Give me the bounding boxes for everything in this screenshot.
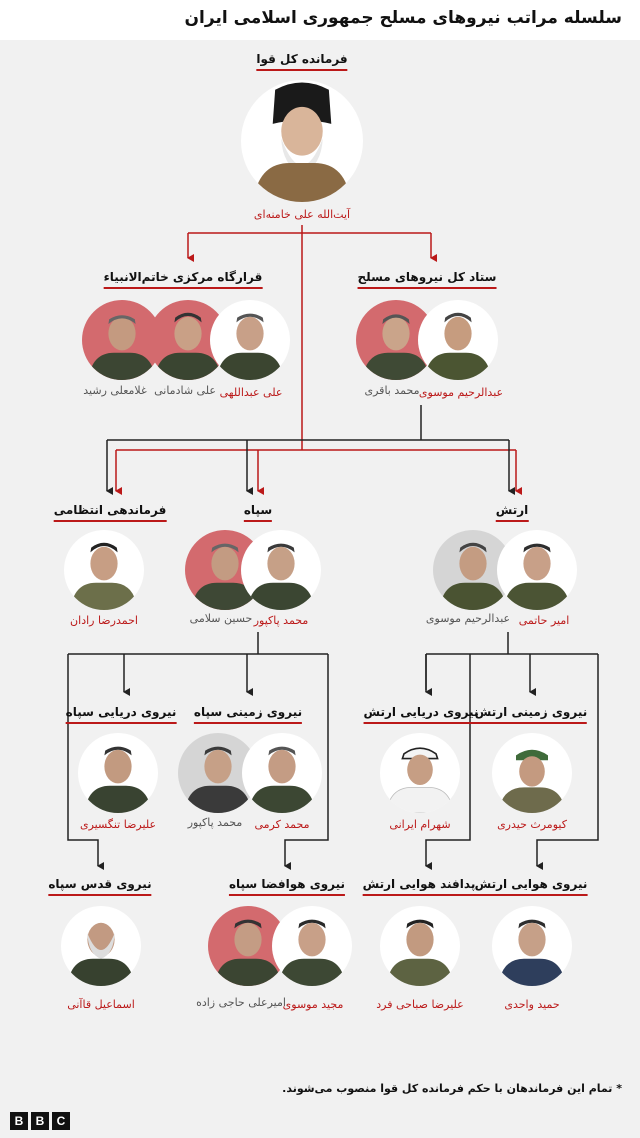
portrait-pakpour xyxy=(241,530,321,610)
heading-army-air: نیروی هوایی ارتش xyxy=(475,877,588,896)
heading-irgc-navy: نیروی دریایی سپاه xyxy=(66,705,177,724)
portrait-heydari xyxy=(492,733,572,813)
name-khatam-2: علی شادمانی xyxy=(154,384,216,397)
person-icon xyxy=(241,530,321,610)
portrait-khamenei xyxy=(241,80,363,202)
person-icon xyxy=(241,80,363,202)
page-title: سلسله مراتب نیروهای مسلح جمهوری اسلامی ایران xyxy=(184,8,622,28)
person-icon xyxy=(64,530,144,610)
name-general-staff-2: محمد باقری xyxy=(364,384,420,397)
portrait-qaani xyxy=(61,906,141,986)
portrait-mousavi-staff xyxy=(418,300,498,380)
person-icon xyxy=(492,906,572,986)
heading-army-ground: نیروی زمینی ارتش xyxy=(475,705,587,724)
person-icon xyxy=(272,906,352,986)
person-icon xyxy=(242,733,322,813)
name-irgc-ground-1: محمد کرمی xyxy=(254,818,310,831)
heading-irgc-aero: نیروی هوافضا سپاه xyxy=(229,877,345,896)
name-police-1: احمدرضا رادان xyxy=(70,614,138,627)
name-army-ground-1: کیومرث حیدری xyxy=(497,818,567,831)
heading-irgc-ground: نیروی زمینی سپاه xyxy=(194,705,302,724)
portrait-irani xyxy=(380,733,460,813)
person-icon xyxy=(380,906,460,986)
heading-air-defense: پدافند هوایی ارتش xyxy=(363,877,476,896)
portrait-karami xyxy=(242,733,322,813)
person-icon xyxy=(418,300,498,380)
name-army-navy-1: شهرام ایرانی xyxy=(389,818,451,831)
portrait-mousavi-aero xyxy=(272,906,352,986)
heading-irgc: سپاه xyxy=(244,503,272,522)
heading-khatam: قرارگاه مرکزی خاتم‌الانبیاء xyxy=(104,270,263,289)
portrait-sabahifard xyxy=(380,906,460,986)
person-icon xyxy=(61,906,141,986)
heading-army-navy: نیروی دریایی ارتش xyxy=(364,705,479,724)
portrait-abdollahi xyxy=(210,300,290,380)
name-irgc-2: حسین سلامی xyxy=(189,612,253,625)
bbc-logo-b1: B xyxy=(10,1112,28,1130)
person-icon xyxy=(210,300,290,380)
footnote: * تمام این فرماندهان با حکم فرمانده کل قوا منصوب می‌شوند. xyxy=(282,1082,622,1095)
person-icon xyxy=(78,733,158,813)
name-army-2: عبدالرحیم موسوی xyxy=(425,612,511,625)
name-irgc-aero-1: مجید موسوی xyxy=(282,998,344,1011)
portrait-hatami xyxy=(497,530,577,610)
heading-police: فرماندهی انتظامی xyxy=(54,503,167,522)
name-air-defense-1: علیرضا صباحی فرد xyxy=(376,998,464,1011)
name-army-air-1: حمید واحدی xyxy=(504,998,560,1011)
name-irgc-1: محمد پاکپور xyxy=(253,614,309,627)
portrait-tangsiri xyxy=(78,733,158,813)
person-icon xyxy=(497,530,577,610)
heading-commander: فرمانده کل قوا xyxy=(256,52,347,71)
name-irgc-ground-2: محمد پاکپور xyxy=(187,816,243,829)
person-icon xyxy=(492,733,572,813)
heading-quds: نیروی قدس سپاه xyxy=(48,877,151,896)
name-army-1: امیر حاتمی xyxy=(518,614,570,627)
bbc-logo-b2: B xyxy=(31,1112,49,1130)
heading-general-staff: ستاد کل نیروهای مسلح xyxy=(358,270,497,289)
name-general-staff-1: عبدالرحیم موسوی xyxy=(418,386,504,399)
heading-army: ارتش xyxy=(496,503,529,522)
name-khatam-1: علی عبداللهی xyxy=(219,386,283,399)
name-irgc-navy-1: علیرضا تنگسیری xyxy=(79,818,157,831)
name-khamenei: آیت‌الله علی خامنه‌ای xyxy=(253,208,351,221)
bbc-logo xyxy=(10,1112,70,1130)
name-irgc-aero-2: امیرعلی حاجی زاده xyxy=(196,996,286,1009)
name-khatam-3: غلامعلی رشید xyxy=(83,384,147,397)
portrait-radan xyxy=(64,530,144,610)
name-quds-1: اسماعیل قاآنی xyxy=(67,998,135,1011)
person-icon xyxy=(380,733,460,813)
bbc-logo-c: C xyxy=(52,1112,70,1130)
portrait-vahedi xyxy=(492,906,572,986)
